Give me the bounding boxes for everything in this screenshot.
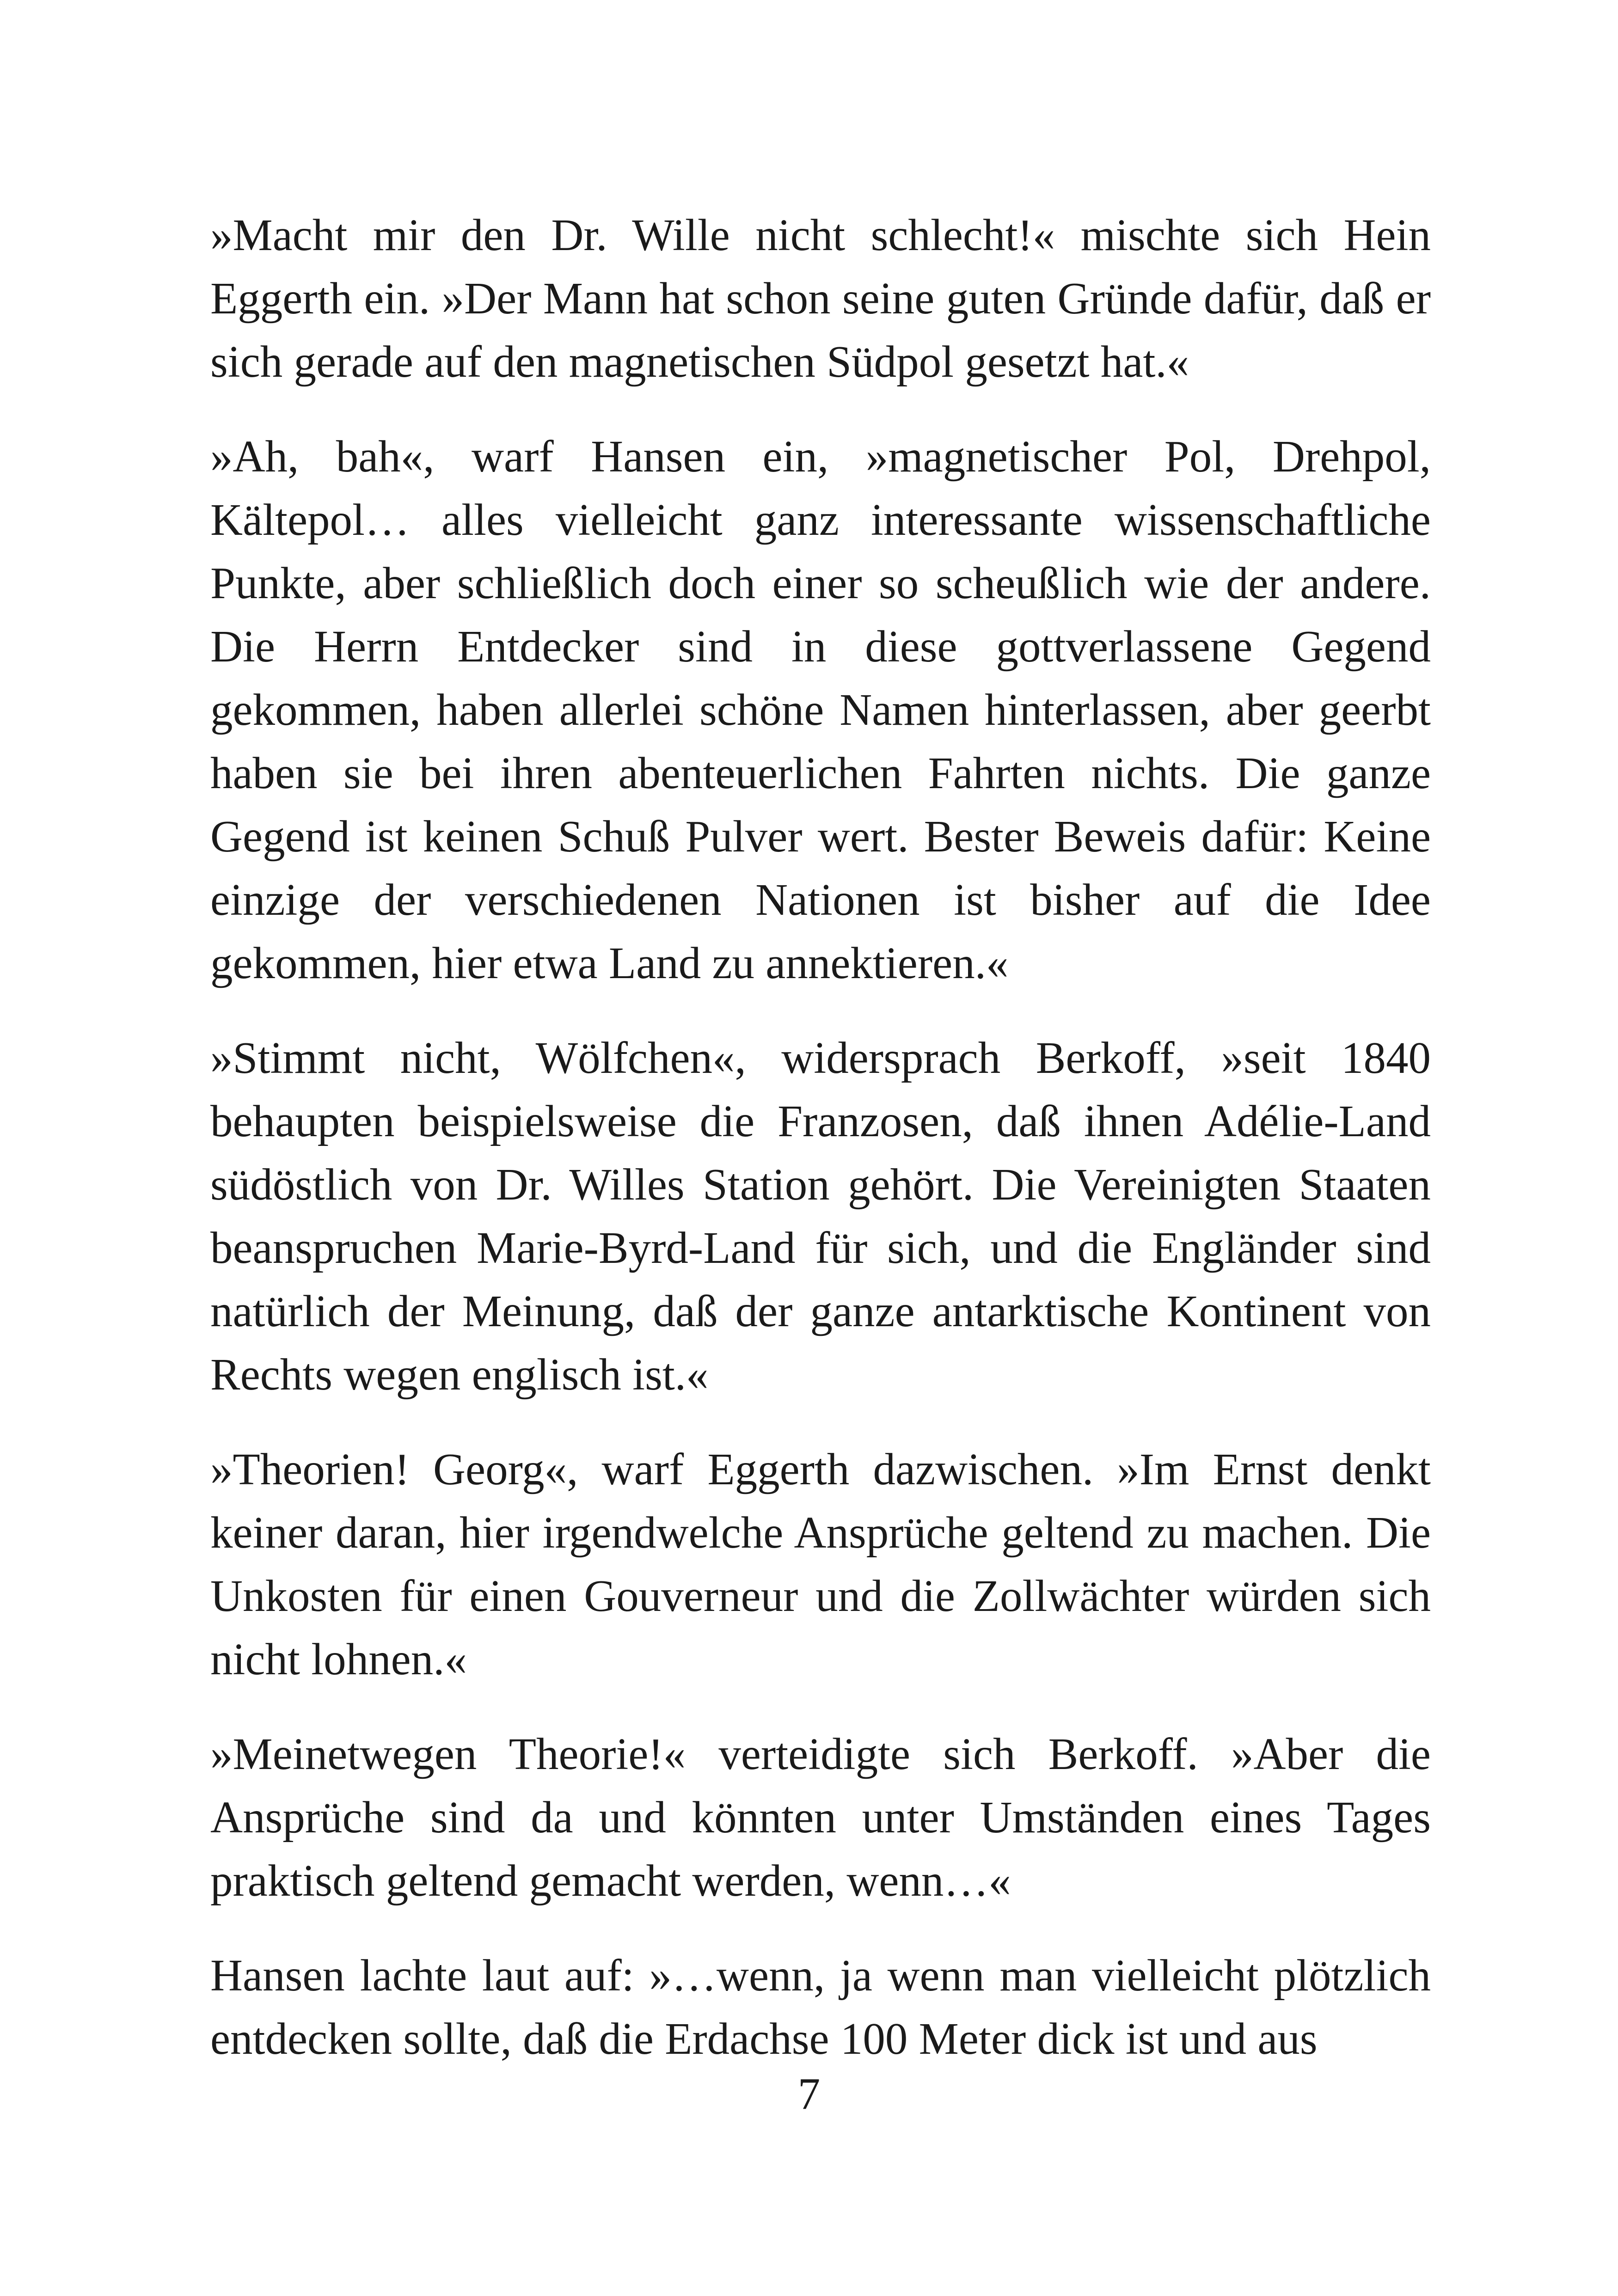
paragraph-2: »Ah, bah«, warf Hansen ein, »magnetischer Pol, Drehpol, Kältepol… alles vielleicht ganz interessante wissenschaftliche Punkte, aber schließlich doch einer so scheußlich wie der andere. Die Herrn Entdecker sind in diese gottverlassene Gegend gekommen, haben allerlei schöne Namen hinterlassen, aber geerbt haben sie bei ihren abenteuerlichen Fahrten nichts. Die ganze Gegend ist keinen Schuß Pulver wert. Bester Beweis dafür: Keine einzige der verschiedenen Nationen ist bisher auf die Idee gekommen, hier etwa Land zu annektieren.« xyxy=(210,432,1431,988)
paragraph-6: Hansen lachte laut auf: »…wenn, ja wenn man vielleicht plötzlich entdecken sollte, daß die Erdachse 100 Meter dick ist und aus xyxy=(210,1951,1431,2063)
body-text xyxy=(210,203,1431,2070)
paragraph-4: »Theorien! Georg«, warf Eggerth dazwischen. »Im Ernst denkt keiner daran, hier irgendwelche Ansprüche geltend zu machen. Die Unkosten für einen Gouverneur und die Zollwächter würden sich nicht lohnen.« xyxy=(210,1445,1431,1684)
paragraph-3: »Stimmt nicht, Wölfchen«, widersprach Berkoff, »seit 1840 behaupten beispielsweise die Franzosen, daß ihnen Adélie-Land südöstlich von Dr. Willes Station gehört. Die Vereinigten Staaten beanspruchen Marie-Byrd-Land für sich, und die Engländer sind natürlich der Meinung, daß der ganze antarktische Kontinent von Rechts wegen englisch ist.« xyxy=(210,1033,1431,1399)
paragraph-5: »Meinetwegen Theorie!« verteidigte sich Berkoff. »Aber die Ansprüche sind da und könnten unter Umständen eines Tages praktisch geltend gemacht werden, wenn…« xyxy=(210,1729,1431,1905)
paragraph-1: »Macht mir den Dr. Wille nicht schlecht!« mischte sich Hein Eggerth ein. »Der Mann hat schon seine guten Gründe dafür, daß er sich gerade auf den magnetischen Südpol gesetzt hat.« xyxy=(210,210,1431,386)
page-number: 7 xyxy=(797,2069,821,2118)
